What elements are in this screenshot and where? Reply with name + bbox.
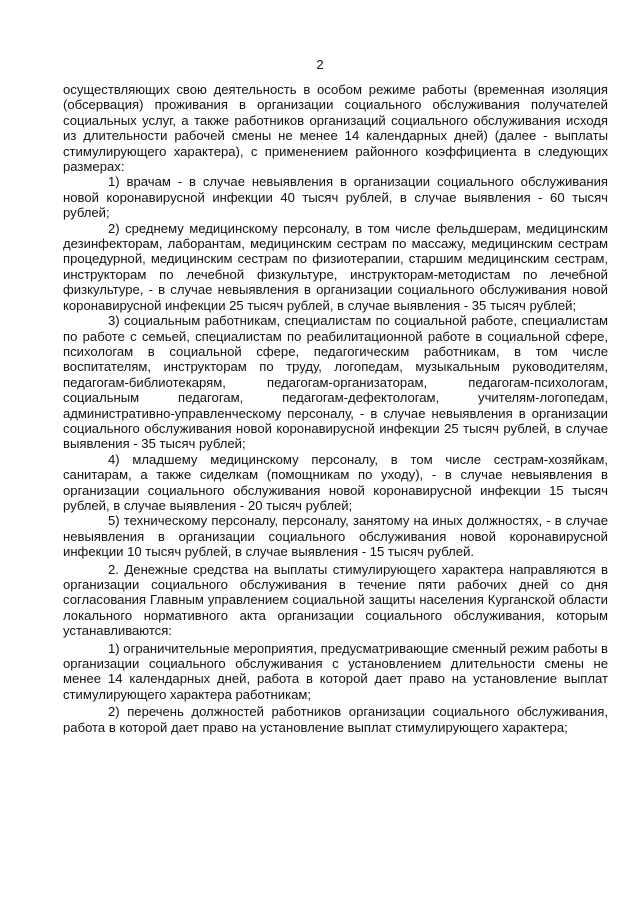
document-body [63, 82, 608, 735]
list-item-junior-medical-staff: 4) младшему медицинскому персоналу, в том числе сестрам-хозяйкам, санитарам, а также сиделкам (помощникам по уходу), - в случае невыявления в организации социального обслуживания новой коронавирусной инфекции 15 тысяч рублей, в случае выявления - 20 тысяч рублей; [63, 451, 608, 513]
list-item-technical-staff: 5) техническому персоналу, персоналу, занятому на иных должностях, - в случае невыявления в организации социального обслуживания новой коронавирусной инфекции 10 тысяч рублей, в случае выявления - 15 тысяч рублей. [63, 513, 608, 560]
list-item-doctors: 1) врачам - в случае невыявления в организации социального обслуживания новой коронавирусной инфекции 40 тысяч рублей, в случае выявления - 60 тысяч рублей; [63, 174, 608, 221]
page-number: 2 [316, 57, 324, 72]
list-item-restrictive-measures: 1) ограничительные мероприятия, предусматривающие сменный режим работы в организации социального обслуживания с установлением длительности смены не менее 14 календарных дней, работа в которой дает право на установление выплат стимулирующего характера работникам; [63, 640, 608, 702]
intro-paragraph-continuation: осуществляющих свою деятельность в особом режиме работы (временная изоляция (обсервация) проживания в организации социального обслуживания получателей социальных услуг, а также работников организаций социального обслуживания исходя из длительности рабочей смены не менее 14 календарных дней) (далее - выплаты стимулирующего характера), с применением районного коэффициента в следующих размерах: [63, 82, 608, 175]
list-item-social-workers: 3) социальным работникам, специалистам по социальной работе, специалистам по работе с семьей, специалистам по реабилитационной работе в социальной сфере, психологам в социальной сфере, педагогическим работникам, в том числе воспитателям, инструкторам по труду, логопедам, музыкальным руководителям, педагогам-библиотекарям, педагогам-организаторам, педагогам-психологам, социальным педагогам, педагогам-дефектологам, учителям-логопедам, административно-управленческому персоналу, - в случае невыявления в организации социального обслуживания новой коронавирусной инфекции 25 тысяч рублей, в случае выявления - 35 тысяч рублей; [63, 313, 608, 452]
list-item-positions-list: 2) перечень должностей работников организации социального обслуживания, работа в которой дает право на установление выплат стимулирующего характера; [63, 704, 608, 735]
list-item-mid-level-medical-staff: 2) среднему медицинскому персоналу, в том числе фельдшерам, медицинским дезинфекторам, лаборантам, медицинским сестрам по массажу, медицинским сестрам процедурной, медицинским сестрам по физиотерапии, старшим медицинским сестрам, инструкторам по лечебной физкультуре, инструкторам-методистам по лечебной физкультуре, - в случае невыявления в организации социального обслуживания новой коронавирусной инфекции 25 тысяч рублей, в случае выявления - 35 тысяч рублей; [63, 220, 608, 313]
section-2-paragraph: 2. Денежные средства на выплаты стимулирующего характера направляются в организации социального обслуживания в течение пяти рабочих дней со дня согласования Главным управлением социальной защиты населения Курганской области локального нормативного акта организации социального обслуживания, которым устанавливаются: [63, 561, 608, 639]
